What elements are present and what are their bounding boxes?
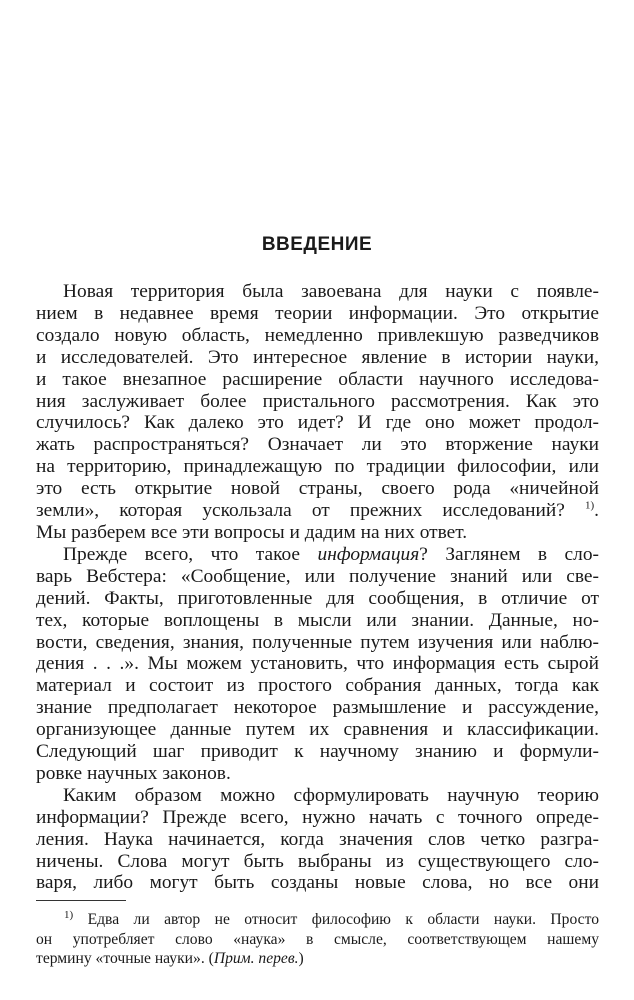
text-fragment: Едва ли автор не относит философию к области науки. Просто [73,911,599,928]
text-line: создало новую область, немедленно привлекшую разведчиков [36,324,599,346]
text-fragment: Прежде всего, что такое [63,543,318,565]
text-fragment: ) [298,950,304,967]
text-line: Мы разберем все эти вопросы и дадим на них ответ. [36,521,468,543]
footnote-reference: 1) [584,499,595,512]
text-line: ления. Наука начинается, когда значения слов четко разгра- [36,828,599,850]
footnote-divider [36,900,126,901]
text-line: ровке научных законов. [36,762,231,784]
text-line: ничены. Слова могут быть выбраны из существующего сло- [36,850,599,872]
footnote-line [36,949,599,969]
text-line: вости, сведения, знания, полученные путем изучения или наблю- [36,631,599,653]
text-line: случилось? Как далеко это идет? И где оно может продол- [36,412,599,434]
text-fragment: термину «точные науки». ( [36,950,214,967]
text-line: Каким образом можно сформулировать научную теорию [63,784,599,806]
text-line: и исследователей. Это интересное явление в истории науки, [36,346,599,368]
text-line: это есть открытие новой страны, своего рода «ничейной [36,478,599,500]
text-line: жать распространяться? Означает ли это вторжение науки [36,434,599,456]
text-line: организующее данные путем их сравнения и классификации. [36,719,599,741]
text-line: варя, либо могут быть созданы новые слова, но все они [36,872,599,894]
footnote-marker: 1) [64,908,74,921]
emphasized-term: информация [317,543,420,565]
chapter-heading: ВВЕДЕНИЕ [261,234,373,255]
footnote-line [36,910,599,930]
text-line: информации? Прежде всего, нужно начать с точного опреде- [36,806,599,828]
text-line: нием в недавнее время теории информации. Это открытие [36,302,599,324]
text-line [36,544,599,566]
emphasized-note: Прим. перев. [213,950,299,967]
footnote-line: он употребляет слово «наука» в смысле, соответствующем нашему [36,930,599,948]
text-line: тех, которые воплощены в мысли или знании. Данные, но- [36,609,599,631]
text-line: знание предполагает некоторое размышление и рассуждение, [36,697,599,719]
text-line: дения . . .». Мы можем установить, что информация есть сырой [36,653,599,675]
text-line: и такое внезапное расширение области научного исследова- [36,368,599,390]
text-line: материал и состоит из простого собрания данных, тогда как [36,675,599,697]
text-fragment: ? Заглянем в сло- [419,543,599,565]
text-line: ния заслуживает более пристального рассмотрения. Как это [36,390,599,412]
footnote [36,910,599,969]
text-line: дений. Факты, приготовленные для сообщения, в отличие от [36,587,599,609]
text-fragment: земли», которая ускользала от прежних исследований? [36,500,565,522]
main-text [36,281,599,894]
text-line: варь Вебстера: «Сообщение, или получение знаний или све- [36,565,599,587]
text-line: Новая территория была завоевана для науки с появле- [63,281,599,302]
text-line-with-footnote: земли», которая ускользала от прежних исследований? $^{1)}$. [36,499,599,522]
text-line: на территорию, принадлежащую по традиции философии, или [36,456,599,478]
text-line: Следующий шаг приводит к научному знанию и формули- [36,741,599,763]
